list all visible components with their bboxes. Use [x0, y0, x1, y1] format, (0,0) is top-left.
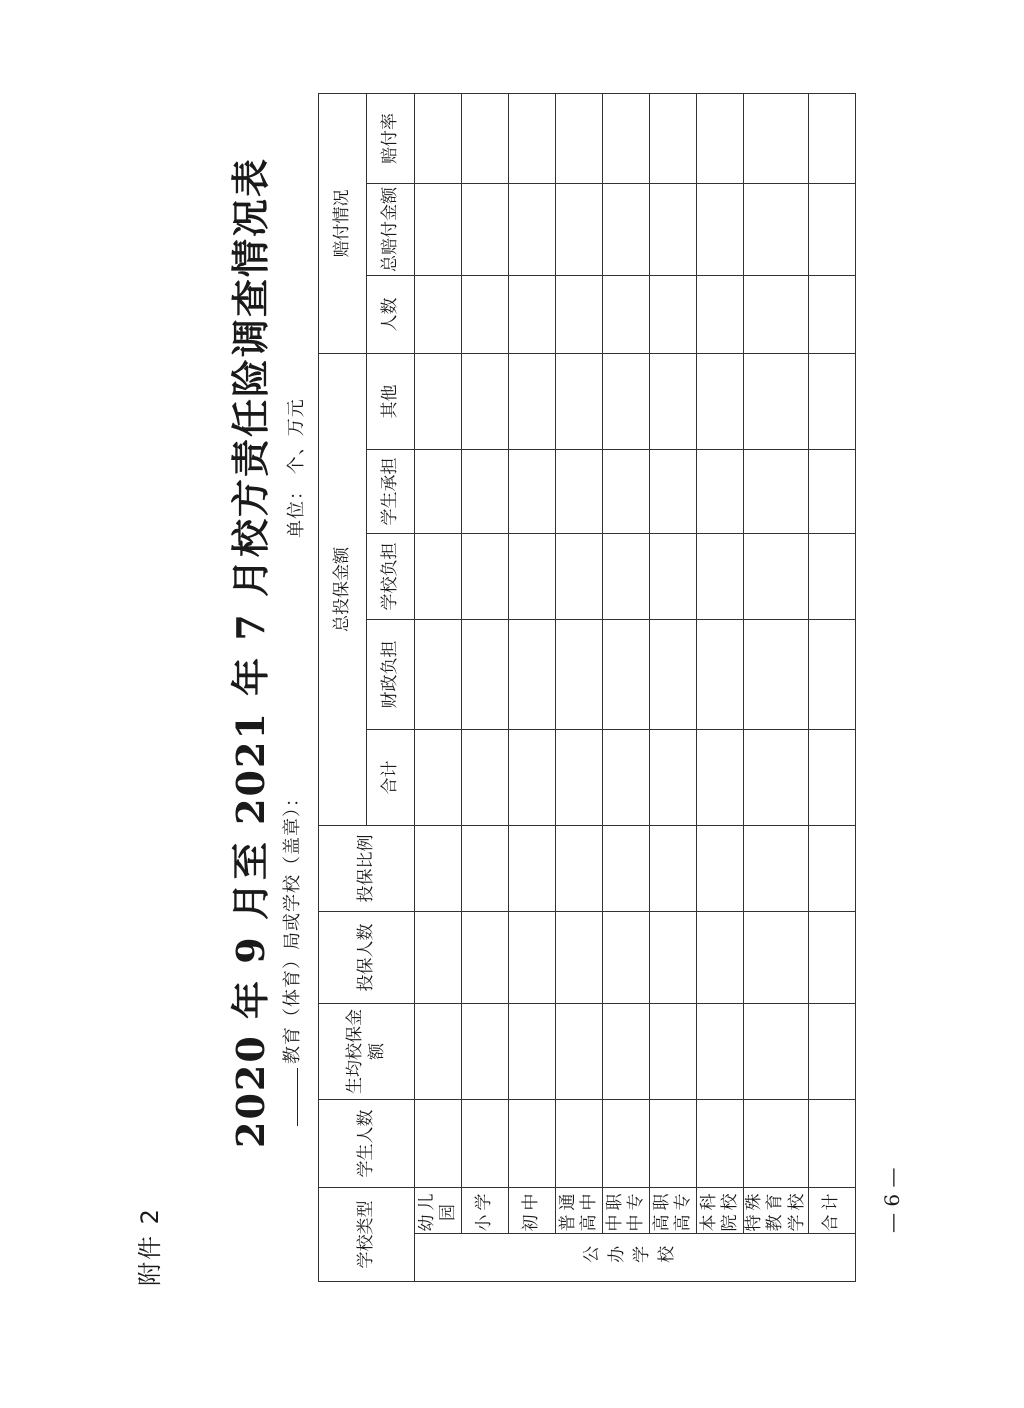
table-cell	[808, 450, 855, 534]
header-claims-group: 赔付情况	[319, 94, 367, 354]
table-cell	[509, 912, 556, 1004]
table-cell	[650, 1004, 697, 1100]
survey-table	[318, 93, 856, 1282]
attachment-label: 附件 2	[136, 1207, 164, 1286]
table-cell	[415, 730, 462, 826]
table-cell	[415, 534, 462, 620]
table-cell	[603, 826, 650, 912]
row-label: 幼儿园	[415, 1188, 462, 1234]
table-cell	[509, 184, 556, 276]
table-cell	[415, 826, 462, 912]
table-cell	[509, 276, 556, 354]
table-cell	[415, 354, 462, 450]
table-row	[744, 94, 809, 1282]
table-cell	[650, 276, 697, 354]
table-cell	[697, 826, 744, 912]
table-cell	[556, 94, 603, 184]
row-label: 本科院校	[697, 1188, 744, 1234]
table-cell	[415, 1004, 462, 1100]
table-cell	[650, 826, 697, 912]
table-cell	[462, 184, 509, 276]
issuer-text: 教育（体育）局或学校（盖章）：	[282, 788, 303, 1064]
table-cell	[697, 184, 744, 276]
table-cell	[744, 450, 809, 534]
table-cell	[697, 1004, 744, 1100]
row-label: 合计	[808, 1188, 855, 1234]
table-cell	[462, 730, 509, 826]
table-cell	[808, 730, 855, 826]
table-cell	[603, 534, 650, 620]
page-number: — 6 —	[880, 1167, 904, 1233]
table-cell	[744, 912, 809, 1004]
table-cell	[744, 534, 809, 620]
table-cell	[509, 1004, 556, 1100]
table-cell	[603, 94, 650, 184]
table-cell	[556, 184, 603, 276]
table-cell	[650, 620, 697, 730]
table-cell	[650, 534, 697, 620]
table-cell	[744, 184, 809, 276]
header-school-type: 学校类型	[319, 1188, 415, 1282]
header-claim-rate: 赔付率	[367, 94, 415, 184]
row-label: 中职中专	[603, 1188, 650, 1234]
table-cell	[697, 912, 744, 1004]
table-cell	[808, 912, 855, 1004]
table-cell	[603, 450, 650, 534]
table-cell	[462, 534, 509, 620]
table-cell	[556, 912, 603, 1004]
table-cell	[603, 1004, 650, 1100]
table-cell	[509, 826, 556, 912]
table-cell	[603, 276, 650, 354]
table-cell	[509, 534, 556, 620]
table-cell	[744, 620, 809, 730]
table-cell	[415, 620, 462, 730]
table-cell	[650, 450, 697, 534]
table-cell	[808, 534, 855, 620]
row-label: 初中	[509, 1188, 556, 1234]
unit-label: 单位： 个、万元	[286, 398, 307, 538]
table-cell	[509, 94, 556, 184]
table-cell	[556, 1004, 603, 1100]
row-label: 特殊教育学校	[744, 1189, 807, 1232]
table-row	[650, 94, 697, 1282]
table-cell	[462, 912, 509, 1004]
table-cell	[697, 94, 744, 184]
header-insured: 投保人数	[319, 912, 415, 1004]
table-cell	[603, 730, 650, 826]
table-row	[462, 94, 509, 1282]
issuer-line	[278, 788, 304, 1126]
table-row	[603, 94, 650, 1282]
header-fiscal: 财政负担	[367, 620, 415, 730]
header-total: 合计	[367, 730, 415, 826]
table-row	[509, 94, 556, 1282]
table-cell	[650, 1100, 697, 1188]
table-cell	[744, 354, 809, 450]
table-cell	[603, 620, 650, 730]
row-label: 高职高专	[650, 1188, 697, 1234]
table-cell	[808, 620, 855, 730]
table-cell	[744, 1004, 809, 1100]
table-cell	[744, 94, 809, 184]
table-cell	[808, 826, 855, 912]
category-label: 公办学校	[581, 1246, 682, 1267]
table-row	[697, 94, 744, 1282]
table-cell	[603, 184, 650, 276]
table-cell	[415, 912, 462, 1004]
table-cell	[462, 450, 509, 534]
table-cell	[603, 1100, 650, 1188]
table-cell	[462, 1100, 509, 1188]
category-public-schools	[415, 1234, 856, 1282]
table-cell	[808, 184, 855, 276]
header-other: 其他	[367, 354, 415, 450]
table-cell	[556, 730, 603, 826]
table-cell	[415, 94, 462, 184]
table-cell	[697, 534, 744, 620]
header-claim-people: 人数	[367, 276, 415, 354]
table-cell	[509, 730, 556, 826]
table-cell	[415, 184, 462, 276]
table-cell	[697, 354, 744, 450]
header-avg-premium: 生均校保金额	[319, 1004, 415, 1100]
table-cell	[808, 1100, 855, 1188]
table-cell	[650, 184, 697, 276]
header-total-premium-group: 总投保金额	[319, 354, 367, 826]
table-cell	[650, 730, 697, 826]
table-cell	[509, 450, 556, 534]
fill-blank	[297, 1068, 298, 1126]
header-ratio: 投保比例	[319, 826, 415, 912]
table-cell	[509, 1100, 556, 1188]
page-title: 2020 年 9 月至 2021 年 7 月校方责任险调查情况表	[228, 156, 273, 1148]
table-cell	[744, 1100, 809, 1188]
table-cell	[808, 94, 855, 184]
table-cell	[556, 1100, 603, 1188]
table-cell	[462, 1004, 509, 1100]
row-label: 小学	[462, 1188, 509, 1234]
table-cell	[556, 276, 603, 354]
table-cell	[697, 1100, 744, 1188]
table-cell	[744, 276, 809, 354]
table-cell	[697, 276, 744, 354]
table-cell	[509, 354, 556, 450]
table-cell	[556, 826, 603, 912]
table-cell	[650, 912, 697, 1004]
table-cell	[744, 730, 809, 826]
table-cell	[697, 620, 744, 730]
table-cell	[462, 276, 509, 354]
table-cell	[556, 450, 603, 534]
table-cell	[462, 94, 509, 184]
table-cell	[462, 620, 509, 730]
table-cell	[556, 354, 603, 450]
table-cell	[808, 276, 855, 354]
header-student-burden: 学生承担	[367, 450, 415, 534]
table-cell	[415, 1100, 462, 1188]
row-label: 普通高中	[556, 1188, 603, 1234]
header-school-burden: 学校负担	[367, 534, 415, 620]
table-cell	[462, 354, 509, 450]
table-row	[556, 94, 603, 1282]
header-students: 学生人数	[319, 1100, 415, 1188]
table-cell	[697, 450, 744, 534]
table-cell	[603, 354, 650, 450]
table-cell	[415, 450, 462, 534]
table-cell	[462, 826, 509, 912]
table-cell	[650, 94, 697, 184]
table-cell	[697, 730, 744, 826]
table-cell	[650, 354, 697, 450]
table-cell	[509, 620, 556, 730]
table-row	[415, 94, 462, 1282]
table-cell	[744, 826, 809, 912]
table-cell	[808, 1004, 855, 1100]
table-row	[808, 94, 855, 1282]
header-claim-amount: 总赔付金额	[367, 184, 415, 276]
table-cell	[808, 354, 855, 450]
table-cell	[415, 276, 462, 354]
table-cell	[556, 534, 603, 620]
table-cell	[603, 912, 650, 1004]
table-cell	[556, 620, 603, 730]
